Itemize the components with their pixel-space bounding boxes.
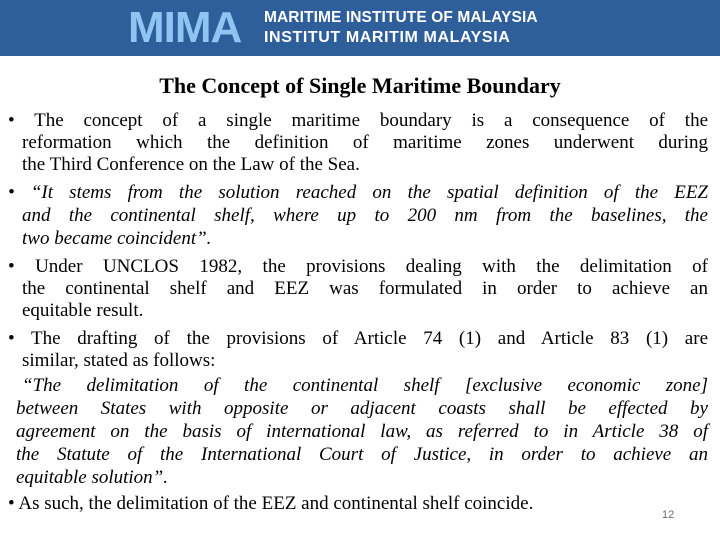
body-line: equitable result. bbox=[22, 300, 144, 321]
body-line: • The drafting of the provisions of Article 74 (1) and Article 83 (1) are bbox=[8, 328, 708, 349]
page-number: 12 bbox=[662, 509, 675, 521]
slide-title: The Concept of Single Maritime Boundary bbox=[159, 73, 561, 98]
quote-line: the Statute of the International Court of Justice, in order to achieve an bbox=[16, 444, 708, 465]
body-line: • “It stems from the solution reached on the spatial definition of the EEZ bbox=[8, 182, 708, 203]
body-line: the continental shelf and EEZ was formulated in order to achieve an bbox=[22, 278, 708, 299]
quote-line: between States with opposite or adjacent coasts shall be effected by bbox=[16, 398, 708, 419]
mima-logo: MIMA bbox=[128, 3, 242, 52]
quote-line: equitable solution”. bbox=[16, 467, 168, 488]
organization-name-malay: INSTITUT MARITIM MALAYSIA bbox=[264, 29, 511, 46]
body-line: • As such, the delimitation of the EEZ and continental shelf coincide. bbox=[8, 493, 534, 514]
body-line: • The concept of a single maritime boundary is a consequence of the bbox=[8, 110, 708, 131]
header-banner bbox=[0, 0, 720, 56]
body-line: two became coincident”. bbox=[22, 228, 212, 249]
quote-line: agreement on the basis of international law, as referred to in Article 38 of bbox=[16, 421, 708, 442]
quote-line: “The delimitation of the continental shelf [exclusive economic zone] bbox=[22, 375, 708, 396]
body-line: similar, stated as follows: bbox=[22, 350, 216, 371]
body-line: • Under UNCLOS 1982, the provisions dealing with the delimitation of bbox=[8, 256, 708, 277]
body-line: reformation which the definition of maritime zones underwent during bbox=[22, 132, 708, 153]
organization-name-english: MARITIME INSTITUTE OF MALAYSIA bbox=[264, 9, 538, 26]
body-line: and the continental shelf, where up to 200 nm from the baselines, the bbox=[22, 205, 708, 226]
body-line: the Third Conference on the Law of the Sea. bbox=[22, 154, 360, 175]
organization-name bbox=[264, 8, 538, 48]
